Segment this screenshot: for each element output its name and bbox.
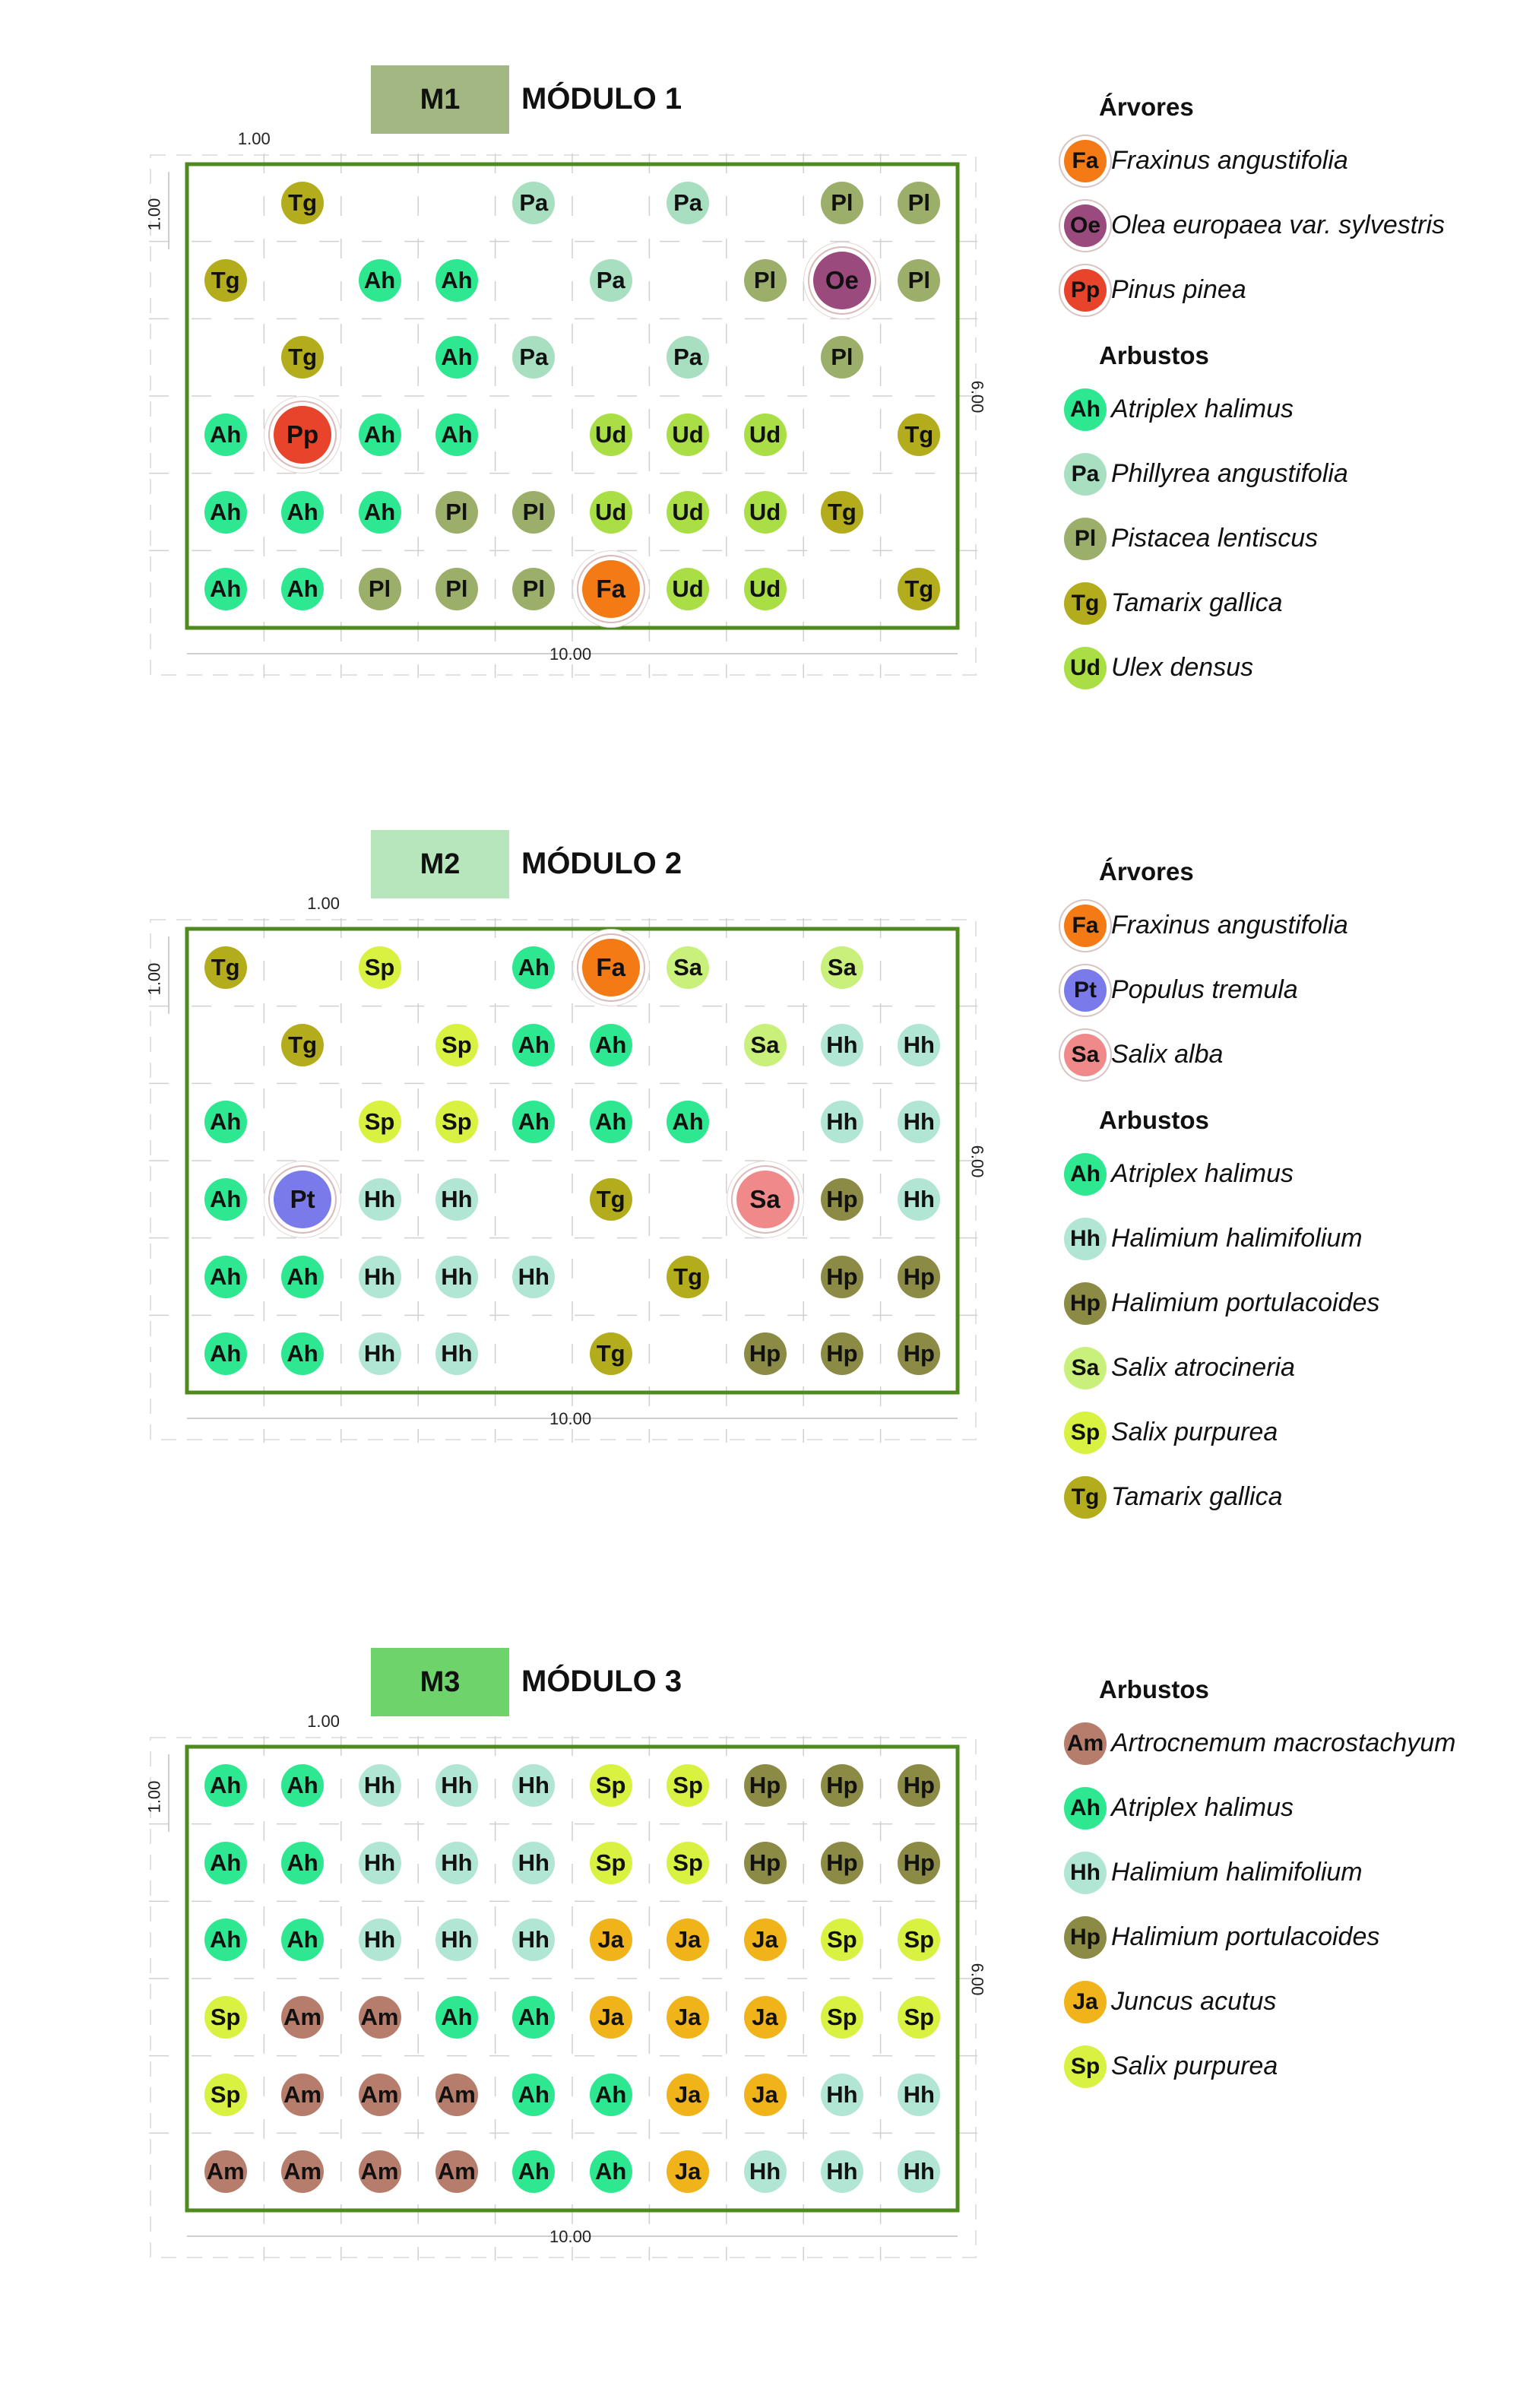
plant-ud: Ud bbox=[590, 491, 632, 534]
plant-am: Am bbox=[435, 2074, 478, 2116]
plant-sp: Sp bbox=[898, 1996, 940, 2039]
planting-plan bbox=[144, 1712, 987, 2261]
module-title: MÓDULO 3 bbox=[521, 1665, 682, 1698]
plant-hp: Hp bbox=[821, 1332, 863, 1375]
plant-ud: Ud bbox=[667, 491, 709, 534]
module-title: MÓDULO 2 bbox=[521, 847, 682, 880]
plant-sp: Sp bbox=[667, 1764, 709, 1807]
plant-hh: Hh bbox=[359, 1764, 401, 1807]
legend-item bbox=[1041, 1718, 1520, 1766]
plant-fa-tree: Fa bbox=[582, 939, 640, 996]
legend-item bbox=[1041, 1213, 1520, 1262]
species-name: Pistacea lentiscus bbox=[1111, 524, 1319, 553]
species-icon: Pp bbox=[1064, 269, 1107, 312]
plant-hh: Hh bbox=[435, 1918, 478, 1961]
plant-sa: Sa bbox=[667, 946, 709, 989]
cell-width-label: 1.00 bbox=[307, 894, 340, 913]
species-name: Artrocnemum macrostachyum bbox=[1111, 1728, 1456, 1757]
plant-sp: Sp bbox=[590, 1764, 632, 1807]
legend-item bbox=[1041, 384, 1520, 432]
plant-hh: Hh bbox=[512, 1256, 555, 1298]
module-2 bbox=[0, 830, 1520, 1590]
plant-ah: Ah bbox=[590, 2150, 632, 2193]
legend-item bbox=[1041, 1912, 1520, 1960]
species-name: Halimium portulacoides bbox=[1111, 1922, 1380, 1951]
legend-heading: Árvores bbox=[1099, 857, 1194, 886]
module-1 bbox=[0, 65, 1520, 825]
plant-hh: Hh bbox=[435, 1764, 478, 1807]
plant-tg: Tg bbox=[204, 259, 247, 302]
plant-ah: Ah bbox=[281, 1764, 324, 1807]
plant-hp: Hp bbox=[744, 1842, 787, 1884]
plant-ah: Ah bbox=[204, 568, 247, 610]
plant-pl: Pl bbox=[512, 568, 555, 610]
species-name: Salix purpurea bbox=[1111, 1418, 1278, 1446]
planting-plan bbox=[144, 894, 987, 1443]
species-icon: Sa bbox=[1064, 1034, 1107, 1076]
module-badge: M2 bbox=[371, 830, 509, 898]
species-icon: Hh bbox=[1064, 1852, 1107, 1894]
plant-ah: Ah bbox=[204, 1842, 247, 1884]
plant-pa: Pa bbox=[512, 336, 555, 379]
plant-hh: Hh bbox=[435, 1256, 478, 1298]
species-name: Tamarix gallica bbox=[1111, 1482, 1283, 1511]
plant-hh: Hh bbox=[359, 1256, 401, 1298]
plant-sp: Sp bbox=[821, 1996, 863, 2039]
legend-item bbox=[1041, 1149, 1520, 1197]
legend-item bbox=[1041, 578, 1520, 626]
plant-ja: Ja bbox=[590, 1918, 632, 1961]
plant-ah: Ah bbox=[281, 1842, 324, 1884]
legend-item bbox=[1041, 513, 1520, 562]
plant-am: Am bbox=[359, 2074, 401, 2116]
plant-sp: Sp bbox=[359, 946, 401, 989]
plant-pp-tree: Pp bbox=[274, 406, 331, 464]
species-icon: Ud bbox=[1064, 647, 1107, 689]
legend-item bbox=[1041, 1472, 1520, 1520]
plant-ah: Ah bbox=[512, 1101, 555, 1143]
species-icon: Hp bbox=[1064, 1916, 1107, 1959]
width-label: 10.00 bbox=[549, 1409, 592, 1428]
plant-sp: Sp bbox=[821, 1918, 863, 1961]
plant-sp: Sp bbox=[204, 1996, 247, 2039]
legend-item bbox=[1041, 135, 1520, 184]
plant-ja: Ja bbox=[744, 1996, 787, 2039]
legend-item bbox=[1041, 2041, 1520, 2090]
plant-pl: Pl bbox=[821, 182, 863, 224]
legend-item bbox=[1041, 200, 1520, 249]
plant-ah: Ah bbox=[204, 413, 247, 456]
plant-tg: Tg bbox=[281, 1024, 324, 1066]
plant-hh: Hh bbox=[435, 1178, 478, 1221]
legend-item bbox=[1041, 265, 1520, 313]
legend-item bbox=[1041, 1976, 1520, 2025]
plant-ja: Ja bbox=[744, 1918, 787, 1961]
plant-pt-tree: Pt bbox=[274, 1171, 331, 1228]
plant-hp: Hp bbox=[744, 1332, 787, 1375]
plant-sa: Sa bbox=[744, 1024, 787, 1066]
species-icon: Oe bbox=[1064, 204, 1107, 247]
plant-hh: Hh bbox=[898, 2150, 940, 2193]
plant-ah: Ah bbox=[204, 1764, 247, 1807]
legend-heading: Árvores bbox=[1099, 93, 1194, 121]
plant-am: Am bbox=[281, 1996, 324, 2039]
species-name: Halimium halimifolium bbox=[1111, 1224, 1363, 1253]
plant-tg: Tg bbox=[590, 1178, 632, 1221]
species-icon: Pa bbox=[1064, 453, 1107, 496]
plant-tg: Tg bbox=[821, 491, 863, 534]
plant-pl: Pl bbox=[821, 336, 863, 379]
plant-pl: Pl bbox=[744, 259, 787, 302]
plant-sp: Sp bbox=[898, 1918, 940, 1961]
species-name: Juncus acutus bbox=[1111, 1987, 1277, 2016]
species-name: Fraxinus angustifolia bbox=[1111, 146, 1348, 175]
width-label: 10.00 bbox=[549, 645, 592, 664]
legend-item bbox=[1041, 1342, 1520, 1391]
plant-sp: Sp bbox=[359, 1101, 401, 1143]
plant-tg: Tg bbox=[281, 182, 324, 224]
height-label: 6.00 bbox=[967, 380, 987, 413]
species-icon: Pl bbox=[1064, 518, 1107, 560]
plant-ja: Ja bbox=[667, 1918, 709, 1961]
plant-ah: Ah bbox=[512, 2074, 555, 2116]
plant-ah: Ah bbox=[359, 491, 401, 534]
plant-ah: Ah bbox=[435, 259, 478, 302]
plant-ah: Ah bbox=[590, 1024, 632, 1066]
plant-ah: Ah bbox=[281, 1332, 324, 1375]
plant-hh: Hh bbox=[744, 2150, 787, 2193]
plant-hp: Hp bbox=[898, 1332, 940, 1375]
species-name: Pinus pinea bbox=[1111, 275, 1246, 304]
plant-ud: Ud bbox=[744, 568, 787, 610]
plant-sp: Sp bbox=[667, 1842, 709, 1884]
plant-hp: Hp bbox=[821, 1256, 863, 1298]
plant-ud: Ud bbox=[667, 413, 709, 456]
plant-hp: Hp bbox=[821, 1764, 863, 1807]
species-name: Halimium portulacoides bbox=[1111, 1288, 1380, 1317]
species-name: Ulex densus bbox=[1111, 653, 1254, 682]
plant-ah: Ah bbox=[512, 946, 555, 989]
plant-ah: Ah bbox=[204, 1178, 247, 1221]
plant-tg: Tg bbox=[667, 1256, 709, 1298]
plant-hh: Hh bbox=[821, 2074, 863, 2116]
plant-ah: Ah bbox=[281, 1918, 324, 1961]
species-icon: Ah bbox=[1064, 388, 1107, 431]
plant-hh: Hh bbox=[359, 1178, 401, 1221]
species-icon: Ah bbox=[1064, 1787, 1107, 1830]
plant-ah: Ah bbox=[204, 1101, 247, 1143]
plant-hp: Hp bbox=[821, 1842, 863, 1884]
plant-tg: Tg bbox=[204, 946, 247, 989]
height-label: 6.00 bbox=[967, 1145, 987, 1178]
legend-heading: Arbustos bbox=[1099, 341, 1209, 369]
species-icon: Sp bbox=[1064, 2045, 1107, 2088]
height-label: 6.00 bbox=[967, 1963, 987, 1996]
plant-ah: Ah bbox=[512, 1996, 555, 2039]
legend-heading: Arbustos bbox=[1099, 1675, 1209, 1703]
plant-ah: Ah bbox=[435, 413, 478, 456]
species-icon: Ah bbox=[1064, 1153, 1107, 1196]
width-label: 10.00 bbox=[549, 2227, 592, 2246]
planting-plan bbox=[144, 129, 987, 678]
plant-tg: Tg bbox=[590, 1332, 632, 1375]
plant-pl: Pl bbox=[359, 568, 401, 610]
plant-pa: Pa bbox=[667, 336, 709, 379]
plant-hh: Hh bbox=[359, 1918, 401, 1961]
species-name: Salix purpurea bbox=[1111, 2052, 1278, 2080]
plant-pl: Pl bbox=[898, 259, 940, 302]
module-badge: M3 bbox=[371, 1648, 509, 1716]
plant-hp: Hp bbox=[898, 1256, 940, 1298]
plant-hh: Hh bbox=[898, 1101, 940, 1143]
plant-ah: Ah bbox=[359, 413, 401, 456]
cell-height-label: 1.00 bbox=[144, 1780, 164, 1814]
plant-fa-tree: Fa bbox=[582, 560, 640, 618]
plant-ah: Ah bbox=[435, 1996, 478, 2039]
legend-item bbox=[1041, 1278, 1520, 1326]
module-badge: M1 bbox=[371, 65, 509, 134]
plant-pa: Pa bbox=[667, 182, 709, 224]
plant-ja: Ja bbox=[590, 1996, 632, 2039]
species-icon: Hh bbox=[1064, 1218, 1107, 1260]
plant-ah: Ah bbox=[204, 1256, 247, 1298]
species-icon: Ja bbox=[1064, 1981, 1107, 2023]
species-icon: Sp bbox=[1064, 1412, 1107, 1454]
plant-pa: Pa bbox=[590, 259, 632, 302]
plant-hp: Hp bbox=[898, 1764, 940, 1807]
species-name: Salix alba bbox=[1111, 1040, 1224, 1069]
plant-pa: Pa bbox=[512, 182, 555, 224]
legend-heading: Arbustos bbox=[1099, 1106, 1209, 1134]
species-name: Fraxinus angustifolia bbox=[1111, 911, 1348, 939]
plant-am: Am bbox=[435, 2150, 478, 2193]
legend-item bbox=[1041, 642, 1520, 691]
plant-hh: Hh bbox=[821, 2150, 863, 2193]
plant-hh: Hh bbox=[359, 1332, 401, 1375]
species-name: Atriplex halimus bbox=[1111, 1159, 1294, 1188]
plant-ud: Ud bbox=[744, 491, 787, 534]
plant-ah: Ah bbox=[204, 1332, 247, 1375]
plant-hh: Hh bbox=[359, 1842, 401, 1884]
species-name: Halimium halimifolium bbox=[1111, 1858, 1363, 1887]
plant-oe-tree: Oe bbox=[813, 252, 871, 309]
plant-ah: Ah bbox=[590, 1101, 632, 1143]
plant-ud: Ud bbox=[667, 568, 709, 610]
plant-tg: Tg bbox=[281, 336, 324, 379]
legend-item bbox=[1041, 448, 1520, 497]
species-icon: Tg bbox=[1064, 1476, 1107, 1519]
plant-am: Am bbox=[281, 2074, 324, 2116]
plant-hh: Hh bbox=[512, 1764, 555, 1807]
plan-grid bbox=[149, 154, 977, 678]
species-name: Salix atrocineria bbox=[1111, 1353, 1295, 1382]
species-name: Phillyrea angustifolia bbox=[1111, 459, 1348, 488]
plant-hh: Hh bbox=[821, 1024, 863, 1066]
plant-am: Am bbox=[359, 2150, 401, 2193]
plant-ud: Ud bbox=[590, 413, 632, 456]
plant-ah: Ah bbox=[281, 491, 324, 534]
plant-pl: Pl bbox=[435, 491, 478, 534]
legend-item bbox=[1041, 1847, 1520, 1896]
plant-ah: Ah bbox=[204, 1918, 247, 1961]
plant-ah: Ah bbox=[281, 1256, 324, 1298]
plant-hh: Hh bbox=[898, 2074, 940, 2116]
species-icon: Tg bbox=[1064, 582, 1107, 625]
plant-ah: Ah bbox=[590, 2074, 632, 2116]
legend-item bbox=[1041, 900, 1520, 949]
species-icon: Fa bbox=[1064, 140, 1107, 182]
plant-sa: Sa bbox=[821, 946, 863, 989]
plant-ah: Ah bbox=[281, 568, 324, 610]
plant-hh: Hh bbox=[435, 1332, 478, 1375]
plant-ja: Ja bbox=[667, 1996, 709, 2039]
plant-hh: Hh bbox=[898, 1024, 940, 1066]
plant-ah: Ah bbox=[435, 336, 478, 379]
species-icon: Sa bbox=[1064, 1347, 1107, 1389]
legend-item bbox=[1041, 965, 1520, 1013]
plant-pl: Pl bbox=[898, 182, 940, 224]
plant-ah: Ah bbox=[667, 1101, 709, 1143]
plant-hh: Hh bbox=[512, 1842, 555, 1884]
legend-item bbox=[1041, 1407, 1520, 1456]
module-title: MÓDULO 1 bbox=[521, 82, 682, 116]
plant-sp: Sp bbox=[435, 1024, 478, 1066]
species-icon: Pt bbox=[1064, 969, 1107, 1012]
cell-width-label: 1.00 bbox=[237, 129, 271, 148]
species-icon: Am bbox=[1064, 1722, 1107, 1765]
plant-hh: Hh bbox=[821, 1101, 863, 1143]
legend-item bbox=[1041, 1782, 1520, 1831]
plant-am: Am bbox=[359, 1996, 401, 2039]
species-name: Populus tremula bbox=[1111, 975, 1298, 1004]
species-icon: Fa bbox=[1064, 905, 1107, 947]
plant-ah: Ah bbox=[359, 259, 401, 302]
plant-hh: Hh bbox=[512, 1918, 555, 1961]
plant-hp: Hp bbox=[898, 1842, 940, 1884]
plant-ah: Ah bbox=[512, 2150, 555, 2193]
plant-am: Am bbox=[281, 2150, 324, 2193]
cell-width-label: 1.00 bbox=[307, 1712, 340, 1731]
plant-sp: Sp bbox=[590, 1842, 632, 1884]
plant-sp: Sp bbox=[204, 2074, 247, 2116]
plant-hh: Hh bbox=[435, 1842, 478, 1884]
cell-height-label: 1.00 bbox=[144, 962, 164, 996]
species-name: Olea europaea var. sylvestris bbox=[1111, 211, 1446, 239]
plant-pl: Pl bbox=[435, 568, 478, 610]
plant-tg: Tg bbox=[898, 568, 940, 610]
plant-ja: Ja bbox=[667, 2150, 709, 2193]
plant-pl: Pl bbox=[512, 491, 555, 534]
plant-tg: Tg bbox=[898, 413, 940, 456]
cell-height-label: 1.00 bbox=[144, 198, 164, 231]
legend-item bbox=[1041, 1029, 1520, 1078]
plant-hp: Hp bbox=[744, 1764, 787, 1807]
plant-ah: Ah bbox=[512, 1024, 555, 1066]
plant-ja: Ja bbox=[667, 2074, 709, 2116]
species-name: Tamarix gallica bbox=[1111, 588, 1283, 617]
module-3 bbox=[0, 1648, 1520, 2408]
species-name: Atriplex halimus bbox=[1111, 1793, 1294, 1822]
plant-am: Am bbox=[204, 2150, 247, 2193]
frame-guide bbox=[150, 155, 976, 675]
plant-sp: Sp bbox=[435, 1101, 478, 1143]
plant-ah: Ah bbox=[204, 491, 247, 534]
species-name: Atriplex halimus bbox=[1111, 394, 1294, 423]
plant-ja: Ja bbox=[744, 2074, 787, 2116]
plant-hp: Hp bbox=[821, 1178, 863, 1221]
species-icon: Hp bbox=[1064, 1282, 1107, 1325]
plant-sa-tree: Sa bbox=[736, 1171, 794, 1228]
plant-hh: Hh bbox=[898, 1178, 940, 1221]
plant-ud: Ud bbox=[744, 413, 787, 456]
